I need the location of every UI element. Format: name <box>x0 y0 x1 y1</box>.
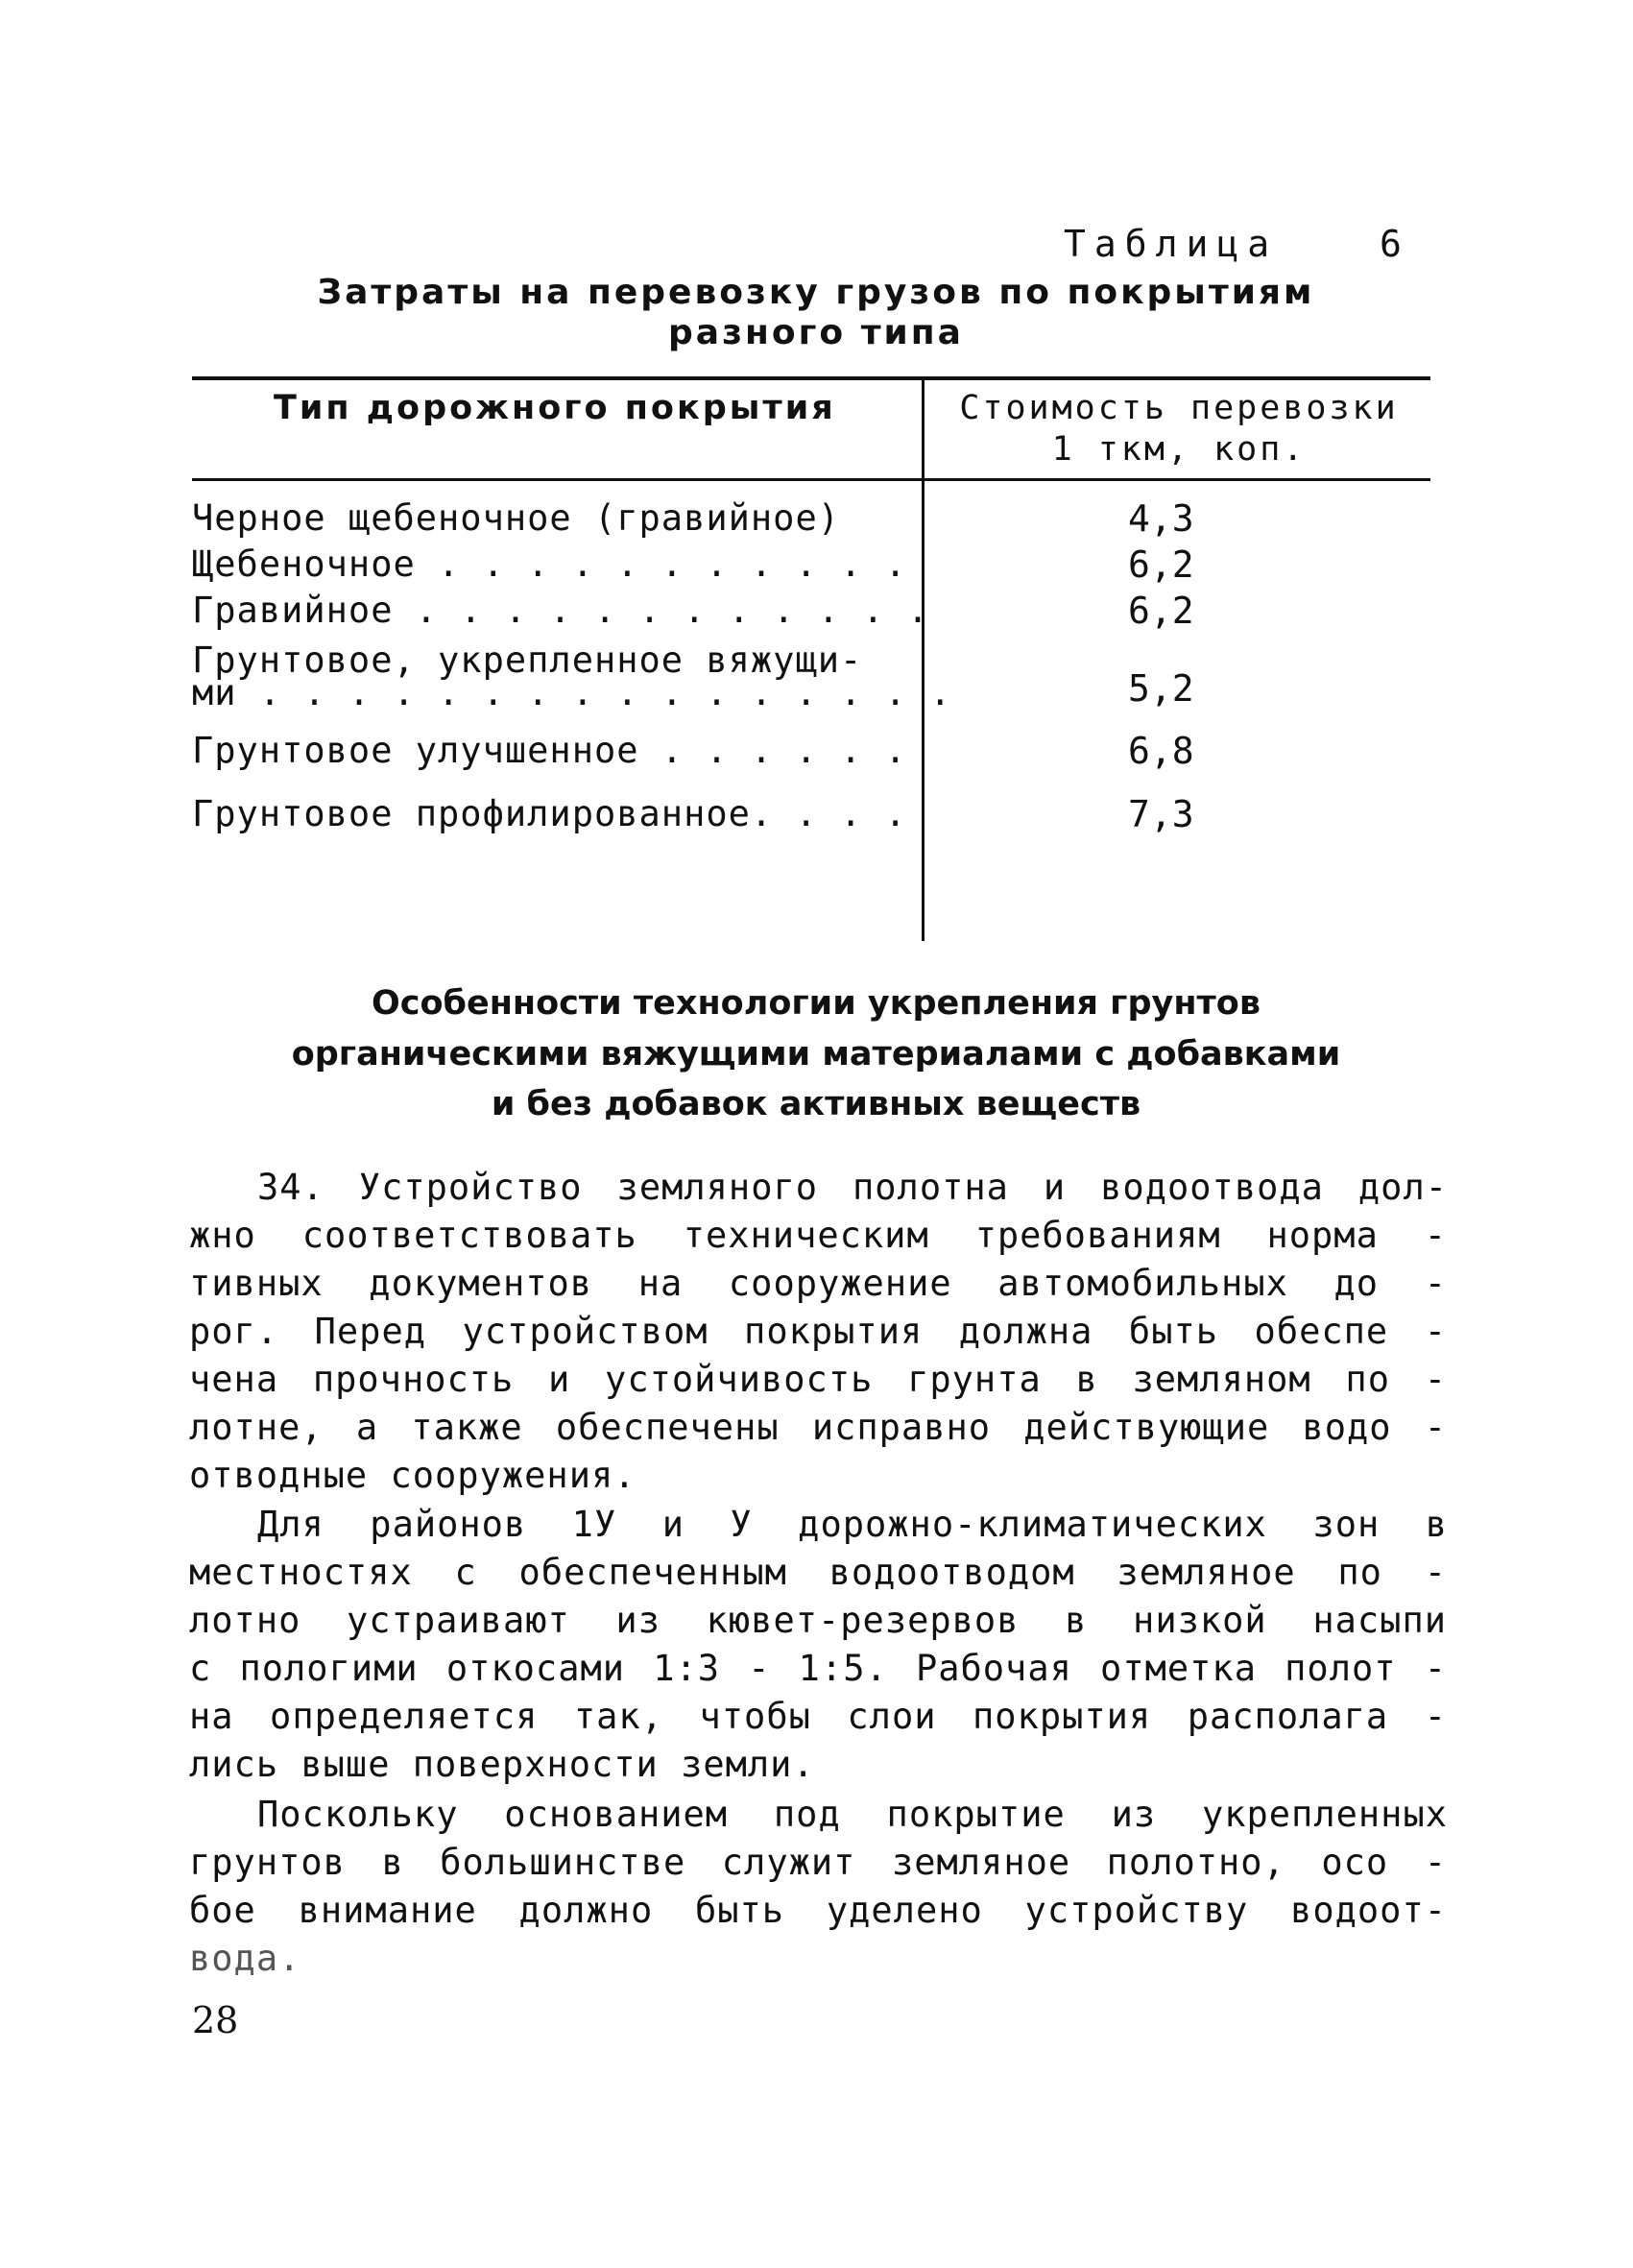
table-row-value: 7,3 <box>1128 793 1194 835</box>
paragraph-line: отводные сооружения. <box>189 1455 636 1496</box>
table-row-value: 6,8 <box>1128 730 1194 772</box>
table-row-value: 6,2 <box>1128 590 1194 632</box>
table-row-label: Грунтовое улучшенное . . . . . . <box>192 730 907 771</box>
column-header-pavement-type: Тип дорожного покрытия <box>274 389 836 427</box>
paragraph-line: Для районов 1У и У дорожно-климатических зон в <box>257 1504 1448 1545</box>
paragraph-line: бое внимание должно быть уделено устройству водоот- <box>189 1890 1447 1931</box>
paragraph-line: местностях с обеспеченным водоотводом земляное по - <box>189 1552 1447 1593</box>
page-number: 28 <box>192 1999 239 2041</box>
section-title-line-1: Особенности технологии укрепления грунтов <box>372 984 1261 1023</box>
paragraph-line: лотно устраивают из кювет-резервов в низкой насыпи <box>189 1600 1447 1641</box>
table-row-label: Щебеночное . . . . . . . . . . . <box>192 543 907 585</box>
paragraph-line: рог. Перед устройством покрытия должна быть обеспе - <box>189 1311 1447 1352</box>
paragraph-line: чена прочность и устойчивость грунта в земляном по - <box>189 1359 1447 1400</box>
column-header-cost-line-2: 1 ткм, коп. <box>1051 430 1307 469</box>
paragraph-line: грунтов в большинстве служит земляное полотно, осо - <box>189 1842 1447 1883</box>
table-row-label-line-2: ми . . . . . . . . . . . . . . . . <box>192 672 952 713</box>
paragraph-line: лотне, а также обеспечены исправно действующие водо - <box>189 1407 1447 1448</box>
paragraph-line: Поскольку основанием под покрытие из укрепленных <box>257 1794 1448 1835</box>
table-top-rule <box>192 376 1430 380</box>
table-row-label: Грунтовое профилированное. . . . <box>192 793 907 834</box>
paragraph-line: вода. <box>189 1938 301 1979</box>
table-column-divider <box>922 376 925 941</box>
table-row-label-line-1: Грунтовое, укрепленное вяжущи- <box>192 639 863 681</box>
paragraph-line: на определяется так, чтобы слои покрытия располага - <box>189 1696 1447 1737</box>
paragraph-line: с пологими откосами 1:3 - 1:5. Рабочая отметка полот - <box>189 1648 1447 1689</box>
section-title-line-3: и без добавок активных веществ <box>491 1085 1141 1123</box>
paragraph-line: лись выше поверхности земли. <box>189 1744 815 1785</box>
paragraph-line: 34. Устройство земляного полотна и водоотвода дол- <box>257 1167 1448 1208</box>
table-caption-line-2: разного типа <box>668 313 964 352</box>
table-row-value: 6,2 <box>1128 543 1194 586</box>
table-number: 6 <box>1380 223 1402 265</box>
table-caption-line-1: Затраты на перевозку грузов по покрытиям <box>317 273 1315 312</box>
paragraph-line: тивных документов на сооружение автомобильных до - <box>189 1263 1447 1304</box>
table-row-label: Гравийное . . . . . . . . . . . . <box>192 590 930 631</box>
table-label: Таблица <box>1064 223 1279 265</box>
section-title-line-2: органическими вяжущими материалами с добавками <box>291 1035 1341 1074</box>
table-row-value: 5,2 <box>1128 667 1194 710</box>
column-header-cost-line-1: Стоимость перевозки <box>959 389 1399 427</box>
table-row-label: Черное щебеночное (гравийное) <box>192 497 841 539</box>
table-header-rule <box>192 478 1430 481</box>
paragraph-line: жно соответствовать техническим требованиям норма - <box>189 1215 1447 1256</box>
table-row-value: 4,3 <box>1128 497 1194 540</box>
